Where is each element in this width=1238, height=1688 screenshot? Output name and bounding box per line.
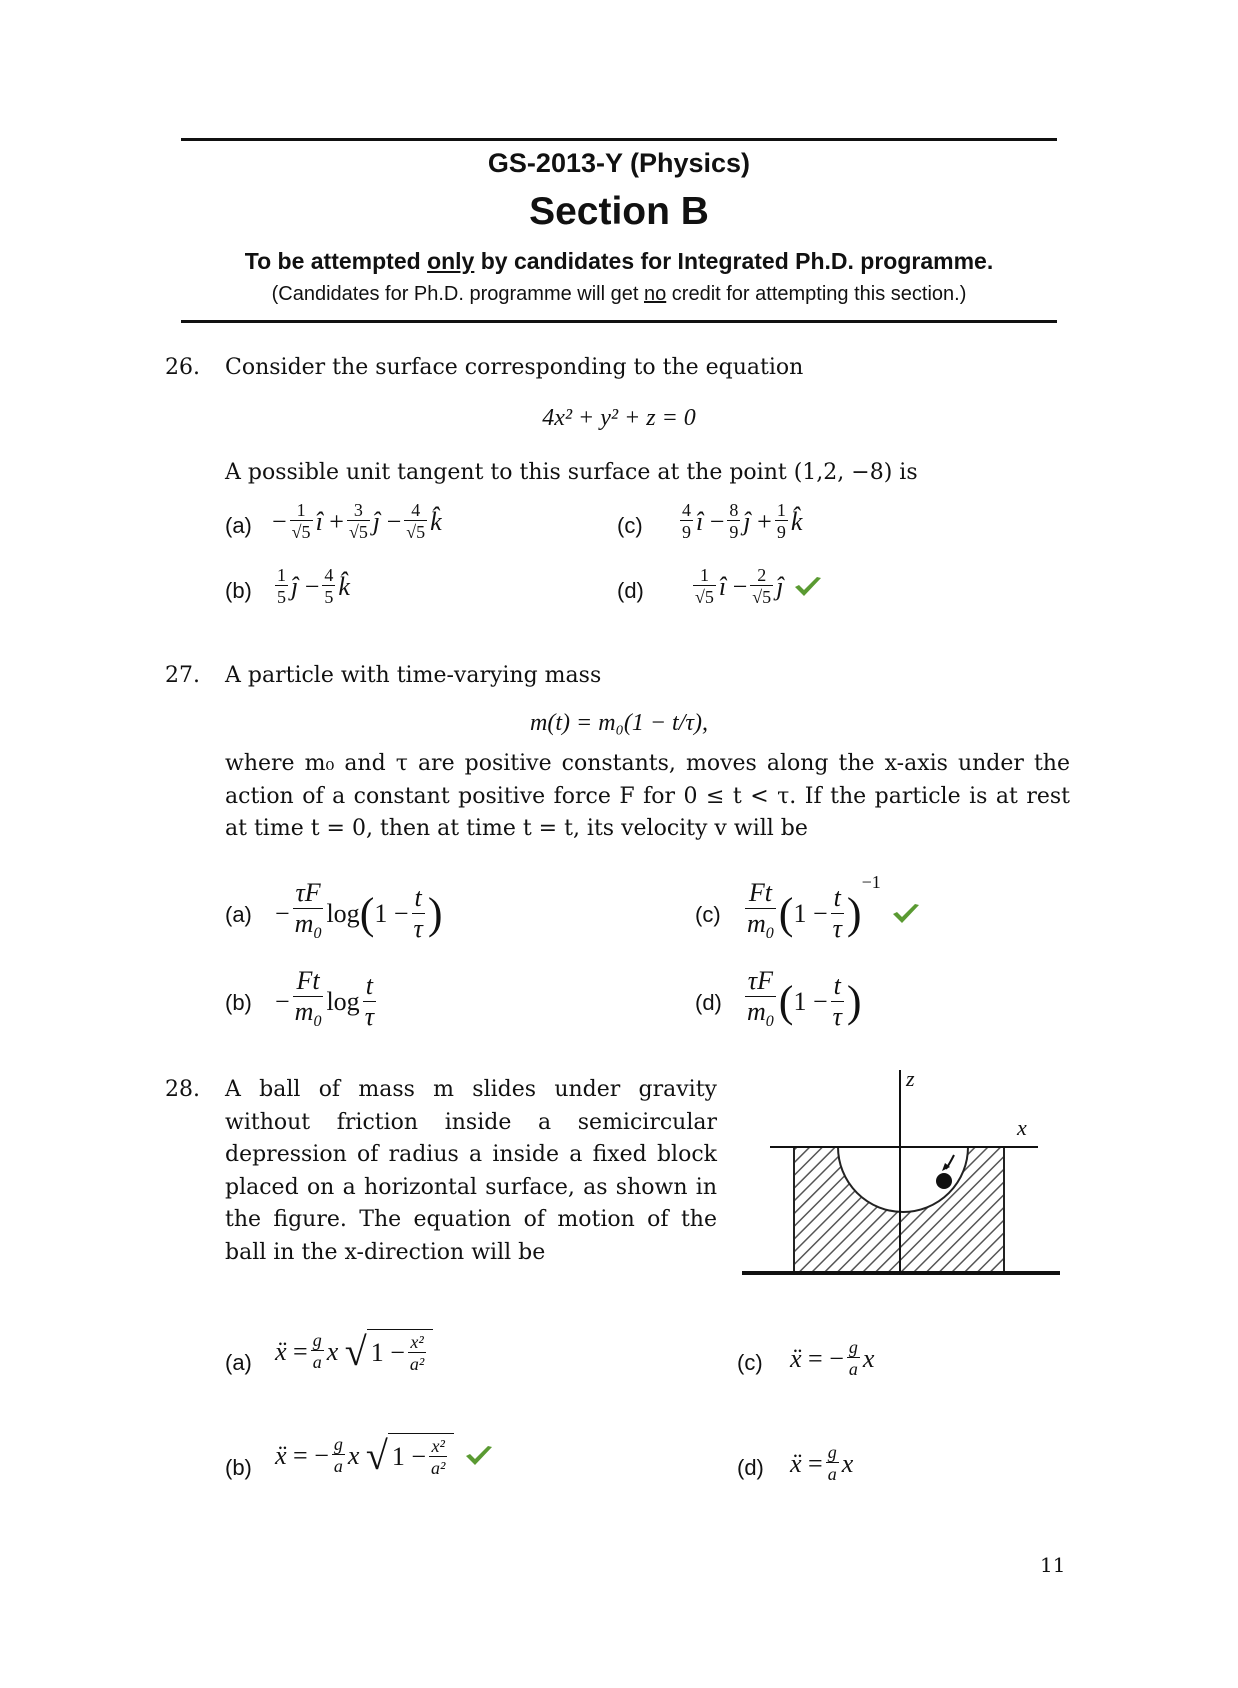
q26-text: Consider the surface corresponding to the equation: [225, 355, 804, 380]
q28-option-c: ẍ = − $\frac{g}{a}$ x: [790, 1337, 875, 1379]
instruction-post: by candidates for Integrated Ph.D. programme.: [474, 248, 994, 274]
check-icon: [793, 575, 823, 599]
q26-option-b: $\frac{1}{5}$ ĵ − $\frac{4}{5}$ k̂: [277, 565, 350, 607]
q27-option-b: − $\frac{Ft}{m_0}$ log $\frac{t}{\tau}$: [275, 966, 379, 1037]
q28-body: A ball of mass m slides under gravity without friction inside a semicircular depression of radius a inside a fixed block placed on a horizontal surface, as shown in the figure. The equation of motion of the ball in the x-direction will be: [225, 1077, 717, 1265]
ball: [936, 1173, 952, 1189]
note-no: no: [643, 283, 667, 305]
q28-option-a: ẍ = $\frac{g}{a}$ x √ 1 − $\frac{\text{x²}}{\text{a²}}$: [275, 1328, 433, 1375]
q27-label-b: (b): [225, 990, 252, 1015]
q27-option-a: − $\frac{\tau F}{m_0}$ log ( 1 − $\frac{t}{\tau}$ ): [275, 878, 442, 949]
check-icon: [891, 902, 921, 926]
q28-label-c: (c): [737, 1350, 763, 1375]
q28-number: 28.: [165, 1077, 200, 1102]
instruction-only: only: [427, 248, 475, 274]
q26-label-d: (d): [617, 578, 644, 603]
figure-z-label: z: [906, 1066, 915, 1091]
q26-label-c: (c): [617, 513, 643, 538]
q27-label-a: (a): [225, 902, 252, 927]
page-number: 11: [1040, 1553, 1066, 1577]
q27-equation: m(t) = m₀(1 − t/τ),: [530, 710, 708, 736]
q27-label-d: (d): [695, 990, 722, 1015]
note-pre: (Candidates for Ph.D. programme will get: [271, 283, 644, 305]
q26-label-a: (a): [225, 513, 252, 538]
q26-equation: 4x² + y² + z = 0: [542, 405, 696, 431]
q28-option-d: ẍ = $\frac{g}{a}$ x: [790, 1442, 854, 1484]
q26-option-d: $\frac{1}{√5}$ î − $\frac{2}{√5}$ ĵ: [690, 565, 823, 608]
semicircle-figure: [738, 1065, 1068, 1285]
figure-x-label: x: [1017, 1115, 1027, 1140]
q26-prompt: A possible unit tangent to this surface at the point (1,2, −8) is: [225, 460, 918, 485]
q27-label-c: (c): [695, 902, 721, 927]
q26-label-b: (b): [225, 578, 252, 603]
q27-text: A particle with time-varying mass: [225, 663, 602, 688]
q27-number: 27.: [165, 663, 200, 688]
note-line: [0, 283, 1238, 306]
instruction-line: [0, 248, 1238, 275]
q28-label-b: (b): [225, 1455, 252, 1480]
exam-title: GS-2013-Y (Physics): [487, 148, 751, 178]
q26-option-c: $\frac{4}{9}$ î − $\frac{8}{9}$ ĵ + $\frac{1}{9}$ k̂: [682, 500, 803, 542]
q28-label-d: (d): [737, 1455, 764, 1480]
q27-option-d: $\frac{\tau F}{m_0}$ ( 1 − $\frac{t}{\tau}$ ): [742, 966, 862, 1037]
q26-number: 26.: [165, 355, 200, 380]
header-bottom-rule: [181, 320, 1057, 323]
q27-body: where m₀ and τ are positive constants, moves along the x-axis under the action of a constant positive force F for 0 ≤ t < τ. If the particle is at rest at time t = 0, then at time t = t, its velocity v will be: [225, 751, 1070, 841]
note-post: credit for attempting this section.): [666, 283, 967, 305]
header-top-rule: [181, 138, 1057, 141]
q27-option-c: $\frac{Ft}{m_0}$ ( 1 − $\frac{t}{\tau}$ ) $^{-1}$: [742, 878, 921, 949]
section-title: Section B: [529, 190, 709, 233]
q26-option-a: − $\frac{1}{√5}$ î + $\frac{3}{√5}$ ĵ − $\frac{4}{√5}$ k̂: [272, 500, 442, 542]
check-icon: [464, 1444, 494, 1468]
q28-label-a: (a): [225, 1350, 252, 1375]
q28-option-b: ẍ = − $\frac{g}{a}$ x √ 1 − $\frac{\text{x²}}{\text{a²}}$: [275, 1432, 494, 1479]
instruction-pre: To be attempted: [244, 248, 428, 274]
